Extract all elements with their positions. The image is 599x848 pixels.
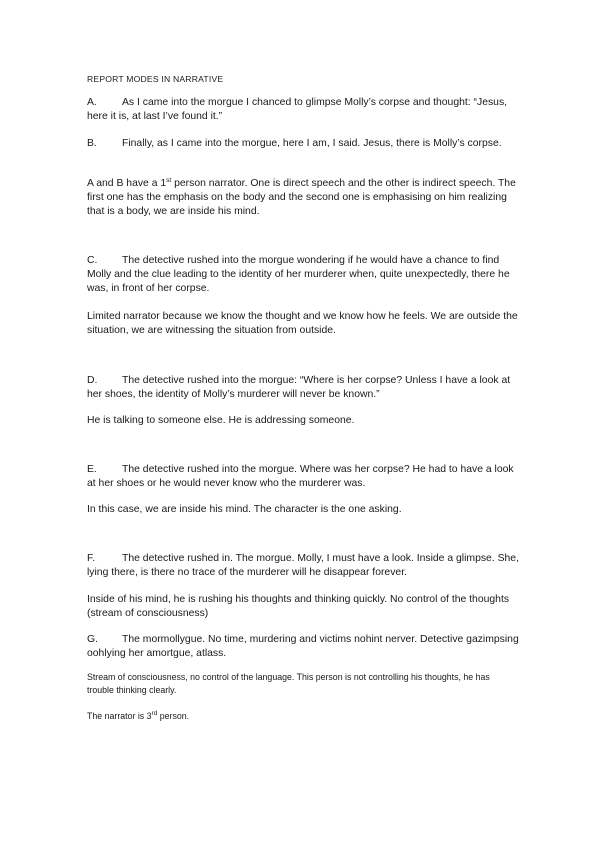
example-b <box>87 137 519 151</box>
comment-text: person. <box>157 711 190 721</box>
example-letter: B. <box>87 138 97 149</box>
example-g <box>87 633 519 661</box>
example-e <box>87 463 519 491</box>
example-letter: E. <box>87 464 97 475</box>
example-text: The detective rushed into the morgue: “Where is her corpse? Unless I have a look at her shoes, the identity of Molly’s murderer will never be known.” <box>87 375 511 400</box>
example-text: The detective rushed into the morgue wondering if he would have a chance to find Molly and the clue leading to the identity of her murderer when, quite unexpectedly, there he was, in front of her corpse. <box>87 255 510 294</box>
example-text: The mormollygue. No time, murdering and victims nohint nerver. Detective gazimpsing oohlying her amortgue, atlass. <box>87 634 519 659</box>
example-a <box>87 96 519 124</box>
example-c <box>87 254 519 296</box>
example-letter: D. <box>87 375 98 386</box>
example-letter: C. <box>87 255 98 266</box>
document-title: REPORT MODES IN NARRATIVE <box>87 74 224 84</box>
comment-c: Limited narrator because we know the thought and we know how he feels. We are outside the situation, we are witnessing the situation from outside. <box>87 311 518 336</box>
comment-text: person narrator. One is direct speech and the other is indirect speech. The first one has the emphasis on the body and the second one is emphasising on him realizing that is a body, we are inside his mind. <box>87 178 516 217</box>
example-text: As I came into the morgue I chanced to glimpse Molly’s corpse and thought: “Jesus, here it is, at last I’ve found it.” <box>87 97 508 122</box>
comment-g: Stream of consciousness, no control of the language. This person is not controlling his thoughts, he has trouble thinking clearly. <box>87 672 490 695</box>
comment-f: Inside of his mind, he is rushing his thoughts and thinking quickly. No control of the thoughts (stream of consciousness) <box>87 594 510 619</box>
example-letter: F. <box>87 553 96 564</box>
comment-text: A and B have a 1 <box>87 178 167 189</box>
example-text: The detective rushed into the morgue. Where was her corpse? He had to have a look at her shoes or he would never know who the murderer was. <box>87 464 514 489</box>
comment-text: The narrator is 3 <box>87 711 152 721</box>
comment-d: He is talking to someone else. He is addressing someone. <box>87 415 355 426</box>
example-text: Finally, as I came into the morgue, here I am, I said. Jesus, there is Molly’s corpse. <box>122 138 502 149</box>
example-f <box>87 552 519 580</box>
ordinal-superscript: st <box>166 177 172 184</box>
example-letter: G. <box>87 634 98 645</box>
narrator-note <box>87 710 519 723</box>
example-d <box>87 374 519 402</box>
comment-e: In this case, we are inside his mind. The character is the one asking. <box>87 504 402 515</box>
comment-ab <box>87 177 519 219</box>
example-letter: A. <box>87 97 97 108</box>
ordinal-superscript: rd <box>151 710 158 717</box>
example-text: The detective rushed in. The morgue. Molly, I must have a look. Inside a glimpse. She, lying there, is there no trace of the murderer will he disappear forever. <box>87 553 519 578</box>
